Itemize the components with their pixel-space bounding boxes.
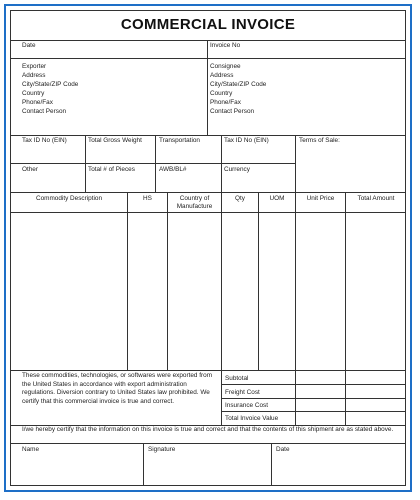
transportation-label: Transportation <box>159 137 200 144</box>
col-manufacture: Manufacture <box>176 203 213 210</box>
col-country-of: Country of <box>179 195 210 202</box>
invoice-no-label: Invoice No <box>210 42 241 49</box>
total-gross-weight-label: Total Gross Weight <box>88 137 142 144</box>
freight-cost-label: Freight Cost <box>225 389 260 396</box>
currency-label: Currency <box>224 166 250 173</box>
consignee-country-label: Country <box>210 90 233 97</box>
col-uom: UOM <box>269 195 285 202</box>
consignee-city-label: City/State/ZIP Code <box>210 81 267 88</box>
export-notice: These commodities, technologies, or softwares were exported from the United States in accordance with export administration regulations. Diversion contrary to United States law prohibited. We certify that this commercial invoice is true and correct. <box>22 372 213 405</box>
col-qty: Qty <box>235 195 245 202</box>
other-label: Other <box>22 166 38 173</box>
exporter-phone-label: Phone/Fax <box>22 99 53 106</box>
consignee-address-label: Address <box>210 72 234 79</box>
exporter-contact-label: Contact Person <box>22 108 67 115</box>
tax-id-consignee-label: Tax ID No (EIN) <box>224 137 269 144</box>
total-pieces-label: Total # of Pieces <box>88 166 135 173</box>
col-unit-price: Unit Price <box>306 195 335 202</box>
col-commodity-description: Commodity Description <box>35 195 103 202</box>
name-label: Name <box>22 446 40 453</box>
date-label: Date <box>22 42 36 49</box>
exporter-country-label: Country <box>22 90 45 97</box>
col-hs: HS <box>143 195 152 202</box>
exporter-address-label: Address <box>22 72 46 79</box>
awb-bl-label: AWB/BL# <box>159 166 187 173</box>
consignee-phone-label: Phone/Fax <box>210 99 241 106</box>
insurance-cost-label: Insurance Cost <box>225 402 268 409</box>
signature-date-label: Date <box>276 446 290 453</box>
terms-of-sale-label: Terms of Sale: <box>299 137 340 144</box>
consignee-contact-label: Contact Person <box>210 108 255 115</box>
certification-statement: I/we hereby certify that the information on this invoice is true and correct and that the contents of this shipment are as stated above. <box>22 426 394 433</box>
invoice-title: COMMERCIAL INVOICE <box>120 16 296 33</box>
exporter-label: Exporter <box>22 63 47 70</box>
exporter-city-label: City/State/ZIP Code <box>22 81 79 88</box>
col-total-amount: Total Amount <box>357 195 395 202</box>
total-invoice-value-label: Total Invoice Value <box>225 415 279 422</box>
tax-id-exporter-label: Tax ID No (EIN) <box>22 137 67 144</box>
subtotal-label: Subtotal <box>225 375 249 382</box>
consignee-label: Consignee <box>210 63 241 70</box>
signature-label: Signature <box>148 446 176 453</box>
